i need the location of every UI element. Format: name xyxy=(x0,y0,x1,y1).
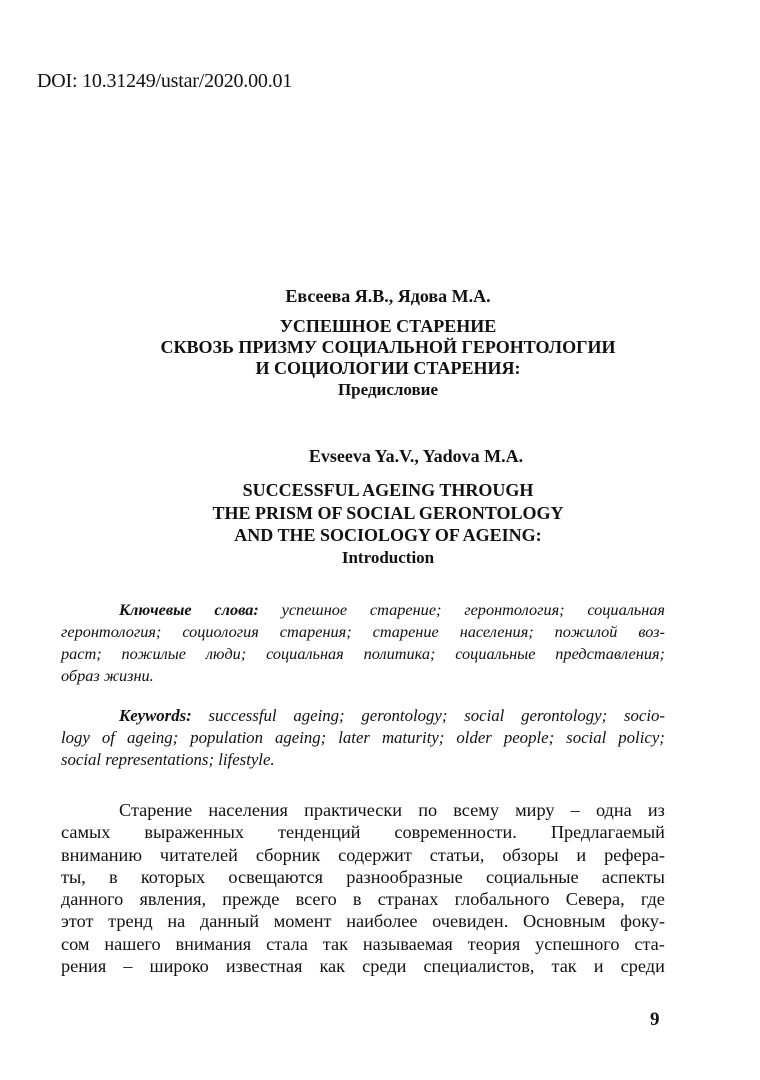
doi-label: DOI: 10.31249/ustar/2020.00.01 xyxy=(37,70,293,92)
page-number: 9 xyxy=(650,1009,660,1030)
keywords-russian xyxy=(61,599,665,687)
keywords-russian-line-2: геронтология; социология старения; старение населения; пожилой воз- xyxy=(61,622,665,641)
body-line-2: самых выраженных тенденций современности. Предлагаемый xyxy=(61,822,665,843)
body-line-1: Старение населения практически по всему миру – одна из xyxy=(119,800,665,820)
body-line-8: рения – широко известная как среди специалистов, так и среди xyxy=(61,956,665,977)
body-line-7: сом нашего внимания стала так называемая теория успешного ста- xyxy=(61,933,665,954)
keywords-russian-text: успешное старение; геронтология; социальная xyxy=(258,600,666,619)
subtitle-english: Introduction xyxy=(341,547,435,567)
keywords-english-label: Keywords: xyxy=(119,706,192,725)
body-line-6: этот тренд на данный момент наиболее очевиден. Основным фоку- xyxy=(61,911,665,932)
body-line-3: вниманию читателей сборник содержит статьи, обзоры и рефера- xyxy=(61,844,665,865)
authors-english: Evseeva Ya.V., Yadova M.A. xyxy=(308,446,524,466)
body-line-4: ты, в которых освещаются разнообразные социальные аспекты xyxy=(61,866,665,887)
title-russian xyxy=(8,316,760,400)
keywords-russian-label: Ключевые слова: xyxy=(119,600,259,619)
keywords-russian-line-3: раст; пожилые люди; социальная политика; социальные представления; xyxy=(61,644,665,663)
title-russian-line-3: И СОЦИОЛОГИИ СТАРЕНИЯ: xyxy=(255,358,521,378)
keywords-russian-line-1 xyxy=(61,599,665,621)
title-russian-line-1: УСПЕШНОЕ СТАРЕНИЕ xyxy=(279,316,497,336)
keywords-russian-line-4: образ жизни. xyxy=(61,666,154,685)
title-english xyxy=(8,479,760,569)
title-english-line-3: AND THE SOCIOLOGY OF AGEING: xyxy=(234,525,542,545)
authors-russian: Евсеева Я.В., Ядова М.А. xyxy=(285,286,491,306)
body-paragraph xyxy=(61,799,665,977)
title-english-line-1: SUCCESSFUL AGEING THROUGH xyxy=(242,480,534,500)
body-line-5: данного явления, прежде всего в странах глобального Севера, где xyxy=(61,889,665,910)
keywords-english xyxy=(61,705,665,771)
keywords-english-line-2: logy of ageing; population ageing; later maturity; older people; social policy; xyxy=(61,728,665,747)
keywords-english-text: successful ageing; gerontology; social gerontology; socio- xyxy=(191,706,665,725)
title-russian-line-2: СКВОЗЬ ПРИЗМУ СОЦИАЛЬНОЙ ГЕРОНТОЛОГИИ xyxy=(160,337,616,357)
keywords-english-line-3: social representations; lifestyle. xyxy=(61,750,275,769)
keywords-english-line-1 xyxy=(61,705,665,727)
title-english-line-2: THE PRISM OF SOCIAL GERONTOLOGY xyxy=(212,502,564,523)
subtitle-russian: Предисловие xyxy=(337,380,439,399)
